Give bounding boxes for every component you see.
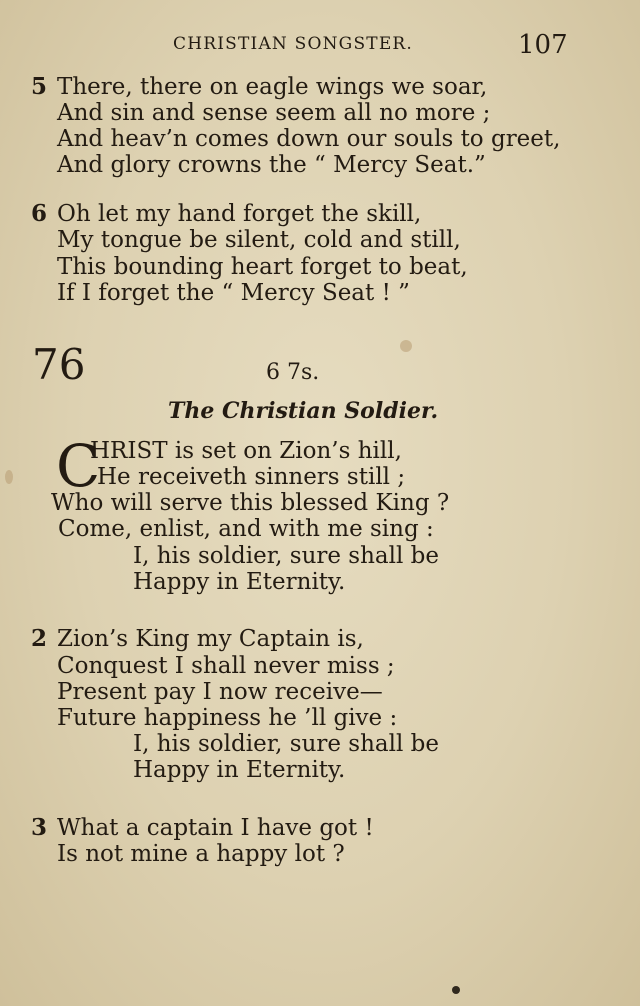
verse-line: And heav’n comes down our souls to greet, bbox=[57, 126, 561, 152]
verse-line: Zion’s King my Captain is, bbox=[57, 626, 364, 652]
verse-line: I, his soldier, sure shall be bbox=[133, 731, 439, 757]
page-number: 107 bbox=[518, 30, 568, 60]
verse-line: Who will serve this blessed King ? bbox=[51, 490, 450, 516]
hymn-title: The Christian Soldier. bbox=[168, 398, 439, 424]
verse-line: Is not mine a happy lot ? bbox=[57, 841, 345, 867]
hymn-meter: 6 7s. bbox=[266, 360, 320, 385]
stanza-number: 5 bbox=[31, 73, 48, 100]
verse-line: There, there on eagle wings we soar, bbox=[57, 74, 488, 100]
verse-line: Conquest I shall never miss ; bbox=[57, 653, 395, 679]
running-title: CHRISTIAN SONGSTER. bbox=[173, 34, 414, 54]
verse-line: HRIST is set on Zion’s hill, bbox=[90, 438, 402, 464]
ink-dot bbox=[452, 986, 460, 994]
hymn-number: 76 bbox=[32, 340, 86, 389]
verse-line: What a captain I have got ! bbox=[57, 815, 374, 841]
stanza-number: 6 bbox=[31, 200, 48, 227]
verse-line: Future happiness he ’ll give : bbox=[57, 705, 398, 731]
verse-line: This bounding heart forget to beat, bbox=[57, 254, 468, 280]
verse-line: Happy in Eternity. bbox=[133, 757, 346, 783]
verse-line: Happy in Eternity. bbox=[133, 569, 346, 595]
stanza-number: 3 bbox=[31, 814, 48, 841]
verse-line: Present pay I now receive— bbox=[57, 679, 383, 705]
verse-line: Come, enlist, and with me sing : bbox=[58, 516, 434, 542]
verse-line: I, his soldier, sure shall be bbox=[133, 543, 439, 569]
verse-line: My tongue be silent, cold and still, bbox=[57, 227, 461, 253]
stanza-number: 2 bbox=[31, 625, 48, 652]
verse-line: And glory crowns the “ Mercy Seat.” bbox=[57, 152, 486, 178]
paper-stain bbox=[5, 470, 13, 484]
verse-line: And sin and sense seem all no more ; bbox=[57, 100, 491, 126]
paper-stain bbox=[400, 340, 412, 352]
verse-line: He receiveth sinners still ; bbox=[97, 464, 406, 490]
drop-cap: C bbox=[56, 432, 101, 500]
verse-line: If I forget the “ Mercy Seat ! ” bbox=[57, 280, 410, 306]
verse-line: Oh let my hand forget the skill, bbox=[57, 201, 422, 227]
